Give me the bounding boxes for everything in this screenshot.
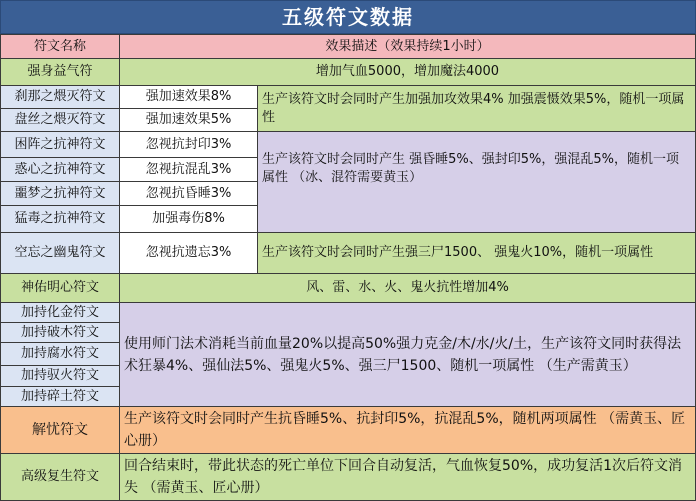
rune-name: 加持破木符文 <box>0 322 120 343</box>
group-description: 生产该符文时会同时产生加强加攻效果4% 加强震慑效果5%，随机一项属性 <box>257 85 696 132</box>
header-effect: 效果描述（效果持续1小时） <box>119 34 696 59</box>
page-title: 五级符文数据 <box>0 0 696 34</box>
header-name: 符文名称 <box>0 34 120 59</box>
rune-name: 盘丝之煨灭符文 <box>0 108 120 132</box>
rune-name: 加持驭火符文 <box>0 365 120 387</box>
rune-effect: 回合结束时，带此状态的死亡单位下回合自动复活，气血恢复50%，成功复活1次后符文消失 （需黄玉、匠心册） <box>119 453 696 501</box>
rune-name: 加持碎土符文 <box>0 386 120 407</box>
rune-name: 神佑明心符文 <box>0 273 120 303</box>
rune-sub-effect: 忽视抗遗忘3% <box>119 232 258 274</box>
rune-sub-effect: 忽视抗昏睡3% <box>119 181 258 206</box>
rune-name: 加持化金符文 <box>0 302 120 323</box>
rune-name: 强身益气符 <box>0 58 120 86</box>
rune-description: 生产该符文时会同时产生强三尸1500、 强鬼火10%，随机一项属性 <box>257 232 696 274</box>
rune-name: 刹那之煨灭符文 <box>0 85 120 109</box>
rune-name: 困阵之抗神符文 <box>0 131 120 158</box>
rune-name: 空忘之幽鬼符文 <box>0 232 120 274</box>
rune-name: 噩梦之抗神符文 <box>0 181 120 206</box>
rune-name: 解忧符文 <box>0 406 120 454</box>
rune-sub-effect: 强加速效果8% <box>119 85 258 109</box>
rune-effect: 增加气血5000，增加魔法4000 <box>119 58 696 86</box>
rune-effect: 生产该符文时会同时产生抗昏睡5%、抗封印5%，抗混乱5%，随机两项属性 （需黄玉、匠心册） <box>119 406 696 454</box>
rune-sub-effect: 忽视抗封印3% <box>119 131 258 158</box>
rune-sub-effect: 强加速效果5% <box>119 108 258 132</box>
rune-effect: 风、雷、水、火、鬼火抗性增加4% <box>119 273 696 303</box>
group-description: 生产该符文时会同时产生 强昏睡5%、强封印5%，强混乱5%，随机一项属性 （冰、混符需要黄玉） <box>257 131 696 233</box>
group-description: 使用师门法术消耗当前血量20%以提高50%强力克金/木/水/火/土，生产该符文同时获得法术狂暴4%、强仙法5%、强鬼火5%、强三尸1500、随机一项属性 （生产需黄玉） <box>119 302 696 407</box>
rune-sub-effect: 忽视抗混乱3% <box>119 157 258 182</box>
rune-name: 猛毒之抗神符文 <box>0 205 120 233</box>
rune-name: 高级复生符文 <box>0 453 120 501</box>
rune-name: 惑心之抗神符文 <box>0 157 120 182</box>
rune-sub-effect: 加强毒伤8% <box>119 205 258 233</box>
rune-name: 加持腐水符文 <box>0 342 120 366</box>
